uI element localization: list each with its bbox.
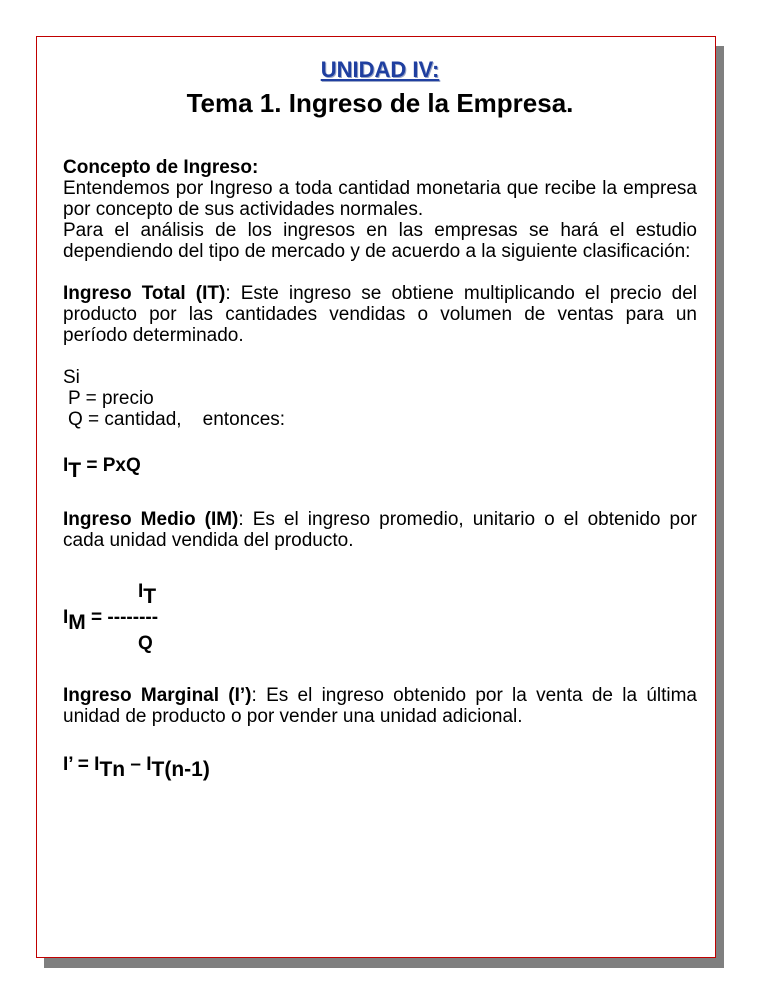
def-price: P = precio [68,388,154,409]
average-income-term: Ingreso Medio (IM) [63,509,239,530]
total-income-paragraph: Ingreso Total (IT): Este ingreso se obtiene multiplicando el precio del producto por las cantidades vendidas o volumen de ventas para un período determinado. [63,283,698,346]
total-income-term: Ingreso Total (IT) [63,283,226,304]
concept-title: Concepto de Ingreso: [63,157,259,178]
formula-lhs: IM = -------- [63,607,159,634]
total-income-formula: IT = PxQ [63,455,141,482]
concept-paragraph-2: Para el análisis de los ingresos en las empresas se hará el estudio dependiendo del tipo de mercado y de acuerdo a la siguiente clasificación: [63,220,697,262]
marginal-income-term: Ingreso Marginal (I’) [63,685,252,706]
document-page [36,36,716,958]
topic-title: Tema 1. Ingreso de la Empresa. [186,88,574,118]
def-quantity: Q = cantidad, entonces: [68,409,286,430]
def-si: Si [63,367,80,388]
formula-numerator: IT [138,581,157,608]
marginal-income-paragraph: Ingreso Marginal (I’): Es el ingreso obtenido por la venta de la última unidad de producto o por vender una unidad adicional. [63,685,698,727]
unit-title: UNIDAD IV: [320,57,440,82]
concept-paragraph-1: Entendemos por Ingreso a toda cantidad monetaria que recibe la empresa por concepto de sus actividades normales. [63,178,697,220]
formula-denominator: Q [138,633,153,654]
average-income-formula [63,579,697,655]
page-content [63,57,698,781]
marginal-income-formula: I’ = ITn – IT(n-1) [63,754,210,781]
average-income-paragraph: Ingreso Medio (IM): Es el ingreso promedio, unitario o el obtenido por cada unidad vendida del producto. [63,509,697,551]
